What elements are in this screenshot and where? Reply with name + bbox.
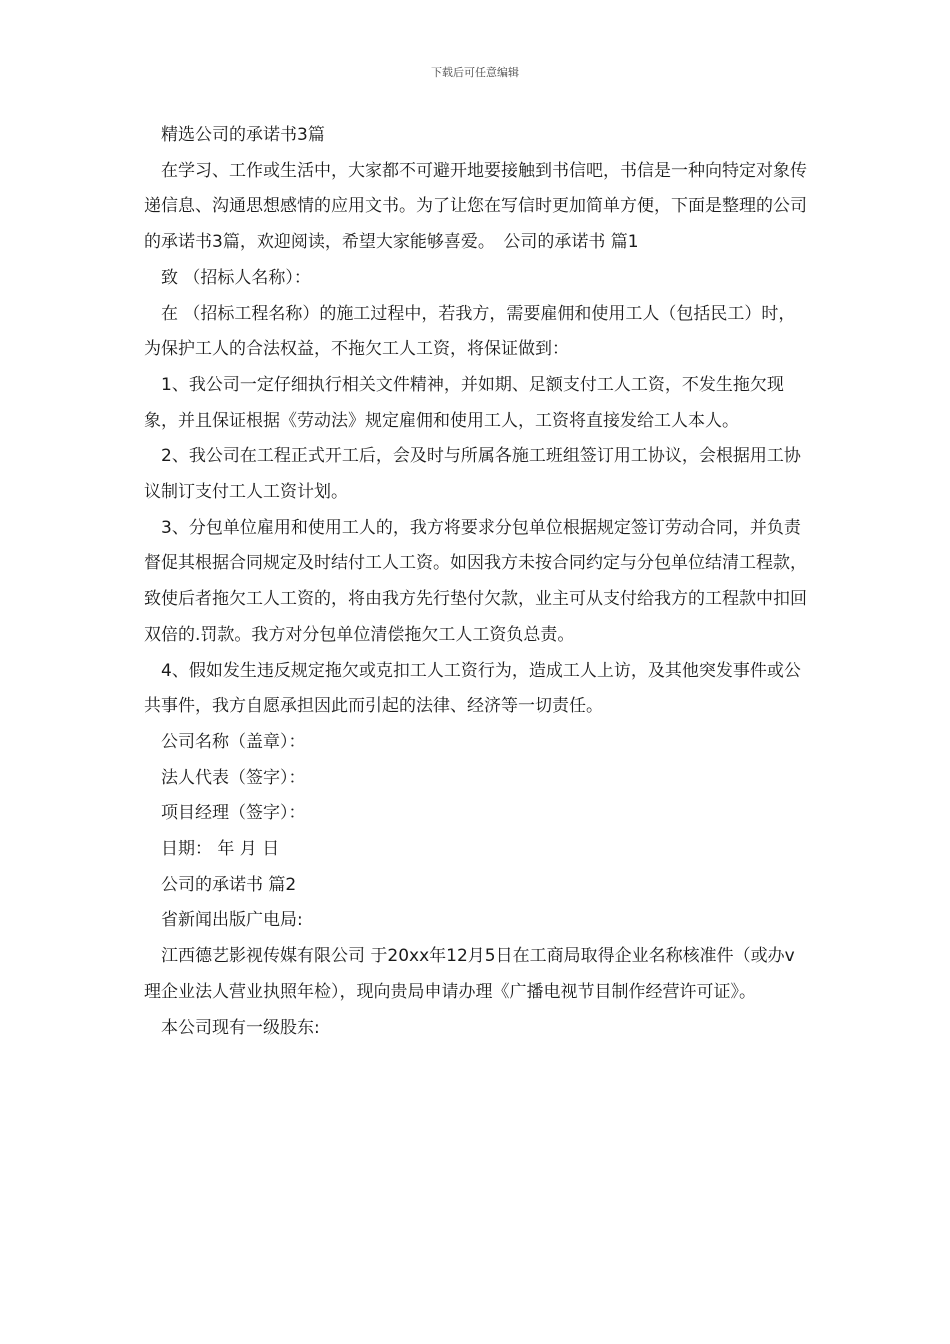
paragraph: 1、我公司一定仔细执行相关文件精神，并如期、足额支付工人工资，不发生拖欠现象，并且保证根据《劳动法》规定雇佣和使用工人，工资将直接发给工人本人。 xyxy=(144,374,784,431)
document-title: 精选公司的承诺书3篇 xyxy=(161,125,325,145)
project-manager-field: 项目经理（签字）： xyxy=(161,803,306,824)
paragraph: 2、我公司在工程正式开工后，会及时与所属各施工班组签订用工协议，会根据用工协议制订支付工人工资计划。 xyxy=(144,446,801,503)
page-header-note: 下载后可任意编辑 xyxy=(431,66,519,79)
legal-rep-field: 法人代表（签字）： xyxy=(161,767,306,788)
section-heading: 公司的承诺书 篇2 xyxy=(161,874,297,895)
date-field: 日期： 年 月 日 xyxy=(161,839,280,860)
paragraph: 江西德艺影视传媒有限公司 于20xx年12月5日在工商局取得企业名称核准件（或办v理企业法人营业执照年检），现向贵局申请办理《广播电视节目制作经营许可证》。 xyxy=(144,946,795,1002)
paragraph: 省新闻出版广电局: xyxy=(161,910,303,931)
paragraph: 本公司现有一级股东: xyxy=(161,1017,320,1038)
document-body xyxy=(144,118,808,1046)
paragraph: 3、分包单位雇用和使用工人的，我方将要求分包单位根据规定签订劳动合同，并负责督促其根据合同规定及时结付工人工资。如因我方未按合同约定与分包单位结清工程款，致使后者拖欠工人工资的，将由我方先行垫付欠款，业主可从支付给我方的工程款中扣回双倍的.罚款。我方对分包单位清偿拖欠工人工资负总责。 xyxy=(144,517,807,645)
paragraph: 在 （招标工程名称）的施工过程中，若我方，需要雇佣和使用工人（包括民工）时，为保护工人的合法权益，不拖欠工人工资，将保证做到： xyxy=(144,303,796,360)
paragraph: 致 （招标人名称）： xyxy=(161,267,311,288)
paragraph: 在学习、工作或生活中，大家都不可避开地要接触到书信吧，书信是一种向特定对象传递信息、沟通思想感情的应用文书。为了让您在写信时更加简单方便，下面是整理的公司的承诺书3篇，欢迎阅读，希望大家能够喜爱。 公司的承诺书 篇1 xyxy=(144,160,807,253)
paragraph: 4、假如发生违反规定拖欠或克扣工人工资行为，造成工人上访，及其他突发事件或公共事件，我方自愿承担因此而引起的法律、经济等一切责任。 xyxy=(144,660,801,717)
company-name-field: 公司名称（盖章）： xyxy=(161,731,306,752)
